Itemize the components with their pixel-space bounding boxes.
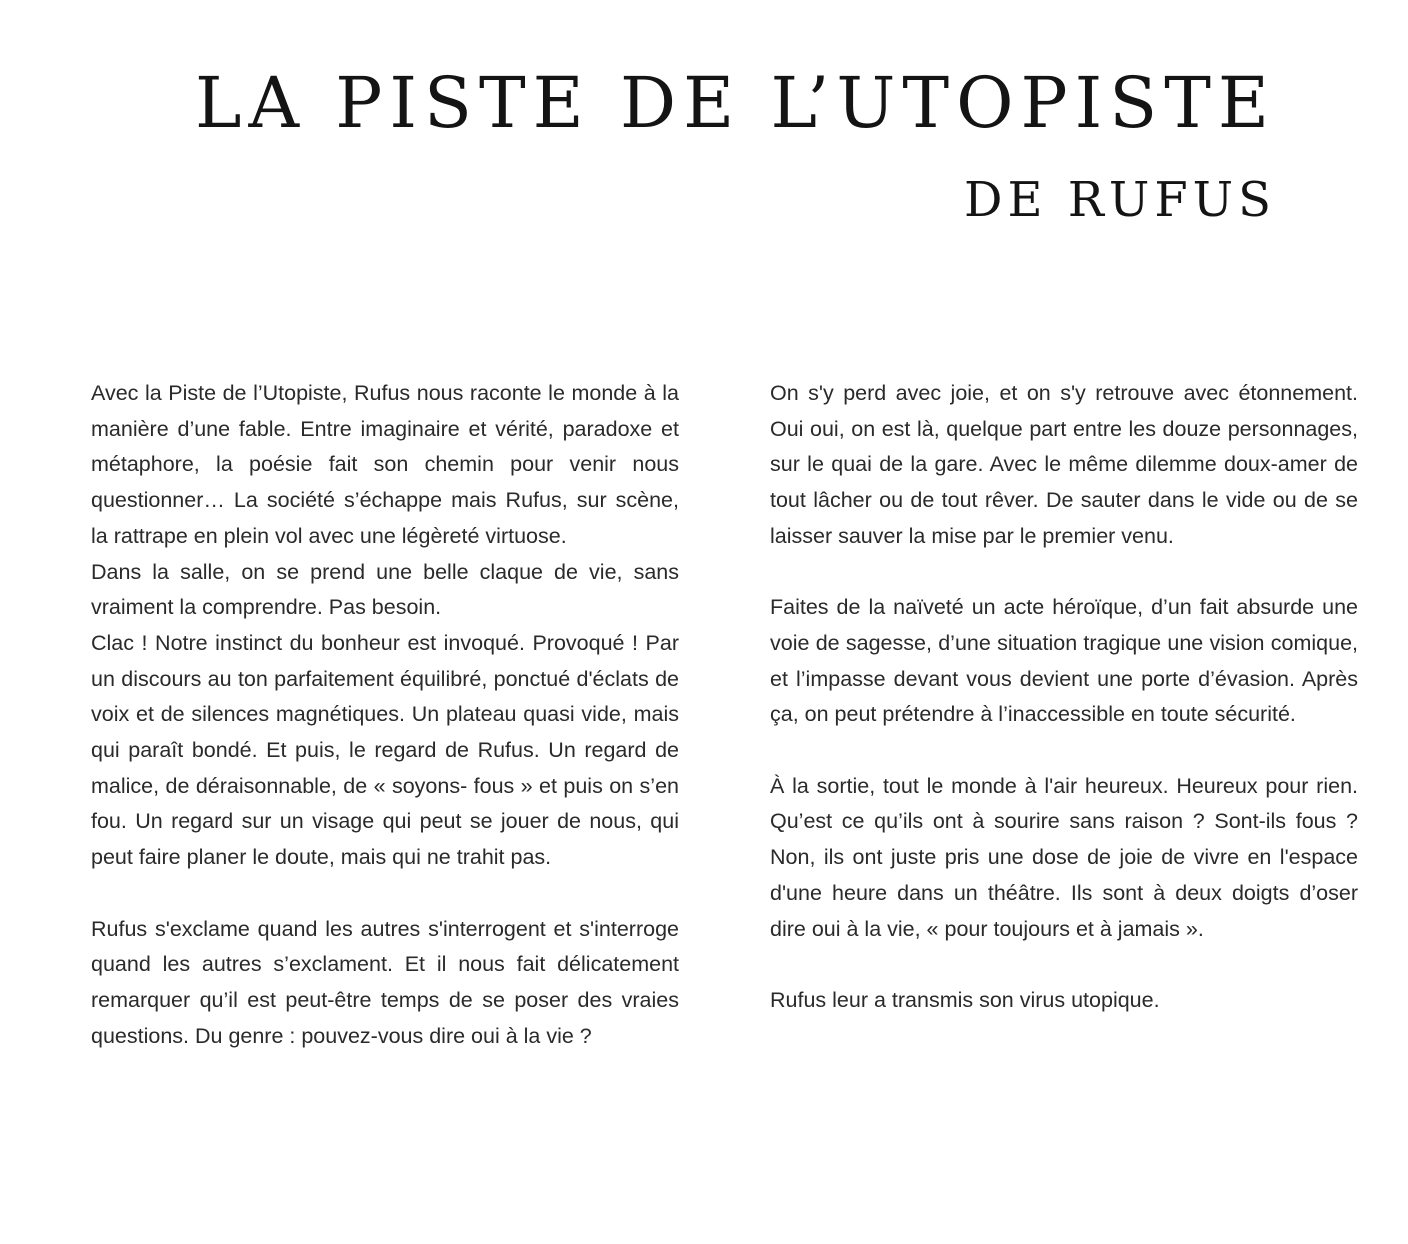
- paragraph: Dans la salle, on se prend une belle claque de vie, sans vraiment la comprendre. Pas besoin.: [91, 559, 679, 620]
- paragraph: Avec la Piste de l’Utopiste, Rufus nous raconte le monde à la manière d’une fable. Entre imaginaire et vérité, paradoxe et métaphore, la poésie fait son chemin pour venir nous questionner… La société s’échappe mais Rufus, sur scène, la rattrape en plein vol avec une légèreté virtuose.: [91, 381, 679, 548]
- page-subtitle: DE RUFUS: [963, 172, 1276, 228]
- paragraph: Rufus leur a transmis son virus utopique.: [770, 987, 1160, 1012]
- paragraph: On s'y perd avec joie, et on s'y retrouve avec étonnement. Oui oui, on est là, quelque part entre les douze personnages, sur le quai de la gare. Avec le même dilemme doux-amer de tout lâcher ou de tout rêver. De sauter dans le vide ou de se laisser sauver la mise par le premier venu.: [770, 381, 1358, 548]
- left-text-column: [91, 376, 679, 1054]
- right-text-column: [770, 376, 1358, 1019]
- paragraph: Rufus s'exclame quand les autres s'interrogent et s'interroge quand les autres s’exclament. Et il nous fait délicatement remarquer qu’il est peut-être temps de se poser des vraies questions. Du genre : pouvez-vous dire oui à la vie ?: [91, 916, 679, 1048]
- paragraph: Clac ! Notre instinct du bonheur est invoqué. Provoqué ! Par un discours au ton parfaitement équilibré, ponctué d'éclats de voix et de silences magnétiques. Un plateau quasi vide, mais qui paraît bondé. Et puis, le regard de Rufus. Un regard de malice, de déraisonnable, de « soyons- fous » et puis on s’en fou. Un regard sur un visage qui peut se jouer de nous, qui peut faire planer le doute, mais qui ne trahit pas.: [91, 630, 679, 870]
- page-title: LA PISTE DE L’UTOPISTE: [194, 62, 1276, 144]
- paragraph: À la sortie, tout le monde à l'air heureux. Heureux pour rien. Qu’est ce qu’ils ont à sourire sans raison ? Sont-ils fous ? Non, ils ont juste pris une dose de joie de vivre en l'espace d'une heure dans un théâtre. Ils sont à deux doigts d’oser dire oui à la vie, « pour toujours et à jamais ».: [770, 773, 1358, 941]
- paragraph: Faites de la naïveté un acte héroïque, d’un fait absurde une voie de sagesse, d’une situation tragique une vision comique, et l’impasse devant vous devient une porte d’évasion. Après ça, on peut prétendre à l’inaccessible en toute sécurité.: [770, 595, 1358, 727]
